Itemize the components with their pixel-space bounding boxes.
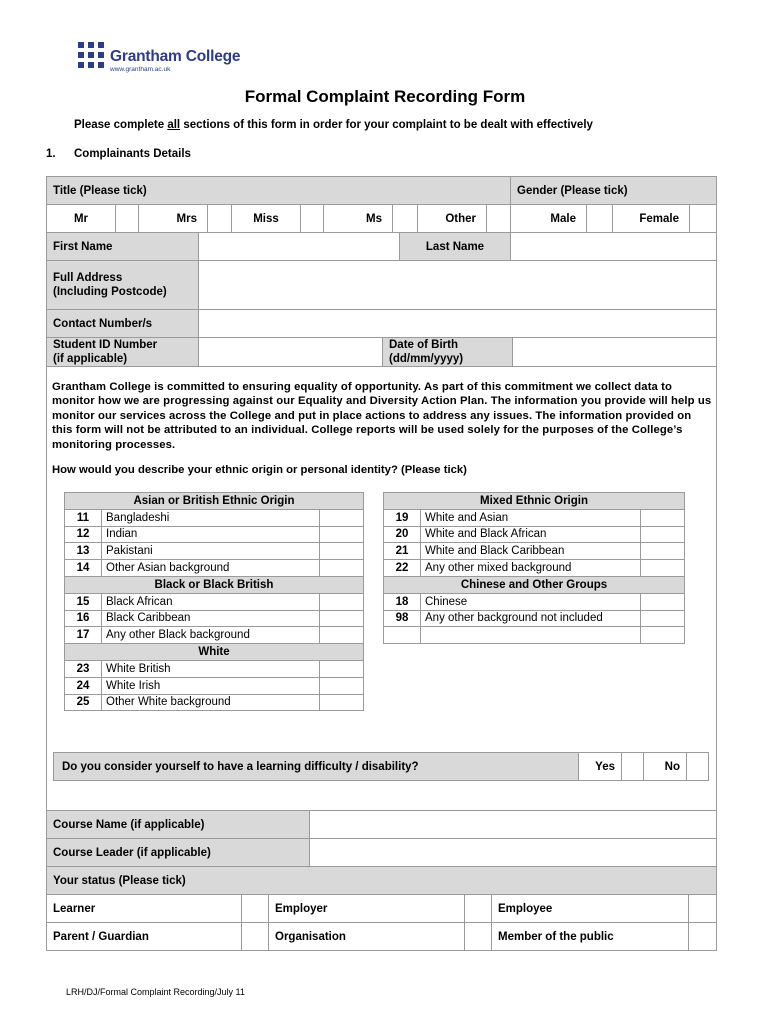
title-mrs-checkbox[interactable] — [207, 204, 232, 233]
first-name-label: First Name — [46, 232, 199, 261]
ethnic-group-heading-row — [65, 576, 364, 593]
title-label: Title (Please tick) — [46, 176, 511, 205]
title-mrs-label: Mrs — [138, 204, 208, 233]
ethnic-row — [384, 543, 685, 560]
address-label: Full Address (Including Postcode) — [46, 260, 199, 310]
course-name-label: Course Name (if applicable) — [46, 810, 310, 839]
ethnic-group-heading-row — [65, 644, 364, 661]
ethnic-label: Chinese — [421, 593, 641, 610]
ethnic-label: Pakistani — [102, 543, 320, 560]
ethnic-code: 19 — [384, 509, 421, 526]
ethnic-checkbox[interactable] — [641, 560, 685, 577]
logo-name: Grantham College — [110, 48, 241, 65]
ethnic-label: Black Caribbean — [102, 610, 320, 627]
ethnic-code: 12 — [65, 526, 102, 543]
ethnic-code: 24 — [65, 677, 102, 694]
ethnic-row — [65, 526, 364, 543]
ethnic-checkbox[interactable] — [320, 560, 364, 577]
ethnic-group-heading-row — [384, 493, 685, 510]
disability-no-checkbox[interactable] — [686, 752, 709, 781]
ethnic-label: White and Asian — [421, 509, 641, 526]
ethnic-label: White British — [102, 660, 320, 677]
last-name-label: Last Name — [399, 232, 511, 261]
ethnic-code — [384, 627, 421, 644]
status-public-checkbox[interactable] — [688, 922, 717, 951]
title-other-checkbox[interactable] — [486, 204, 511, 233]
status-parent-checkbox[interactable] — [241, 922, 269, 951]
ethnic-checkbox[interactable] — [641, 593, 685, 610]
ethnic-row — [384, 560, 685, 577]
gender-male-checkbox[interactable] — [586, 204, 613, 233]
status-learner-checkbox[interactable] — [241, 894, 269, 923]
ethnic-row — [65, 677, 364, 694]
ethnic-label: Any other Black background — [102, 627, 320, 644]
ethnic-label: Any other mixed background — [421, 560, 641, 577]
status-public-label: Member of the public — [491, 922, 689, 951]
ethnic-checkbox[interactable] — [320, 526, 364, 543]
course-leader-field[interactable] — [309, 838, 717, 867]
dob-field[interactable] — [512, 337, 717, 367]
disability-question: Do you consider yourself to have a learning difficulty / disability? — [53, 752, 579, 781]
gender-female-checkbox[interactable] — [689, 204, 717, 233]
equality-statement: Grantham College is committed to ensuring equality of opportunity. As part of this commitment we collect data to monitor how we are progressing against our Equality and Diversity Action Plan. The information you provide will help us monitor our services across the College and put in place actions to address any issues. The information provided on this form will not be attributed to an individual. College reports will be used solely for the purposes of the College’s monitoring processes. — [52, 381, 712, 451]
ethnic-checkbox[interactable] — [641, 610, 685, 627]
ethnic-row — [384, 526, 685, 543]
title-miss-checkbox[interactable] — [300, 204, 324, 233]
ethnic-row — [65, 509, 364, 526]
form-title: Formal Complaint Recording Form — [244, 87, 526, 106]
ethnic-group-heading: White — [65, 644, 364, 661]
ethnic-code: 14 — [65, 560, 102, 577]
ethnic-row — [384, 627, 685, 644]
ethnic-checkbox[interactable] — [641, 509, 685, 526]
section-number: 1. — [46, 148, 56, 160]
ethnic-code: 21 — [384, 543, 421, 560]
ethnic-row — [65, 694, 364, 711]
ethnic-label: White and Black African — [421, 526, 641, 543]
ethnic-group-heading: Mixed Ethnic Origin — [384, 493, 685, 510]
ethnic-group-heading-row — [384, 576, 685, 593]
disability-yes-label: Yes — [578, 752, 622, 781]
gender-female-label: Female — [612, 204, 690, 233]
ethnic-label: Black African — [102, 593, 320, 610]
status-organisation-checkbox[interactable] — [464, 922, 492, 951]
disability-no-label: No — [643, 752, 687, 781]
ethnic-code: 11 — [65, 509, 102, 526]
logo-url: www.grantham.ac.uk — [110, 66, 171, 73]
ethnic-code: 16 — [65, 610, 102, 627]
status-employer-checkbox[interactable] — [464, 894, 492, 923]
ethnic-checkbox[interactable] — [320, 543, 364, 560]
ethnic-code: 15 — [65, 593, 102, 610]
ethnic-label: Other Asian background — [102, 560, 320, 577]
ethnic-checkbox[interactable] — [320, 627, 364, 644]
title-ms-label: Ms — [323, 204, 393, 233]
ethnic-code: 13 — [65, 543, 102, 560]
ethnic-label: Other White background — [102, 694, 320, 711]
ethnic-label: White Irish — [102, 677, 320, 694]
status-label: Your status (Please tick) — [46, 866, 717, 895]
ethnic-row — [65, 543, 364, 560]
status-employee-checkbox[interactable] — [688, 894, 717, 923]
ethnic-checkbox[interactable] — [320, 694, 364, 711]
ethnic-row — [384, 509, 685, 526]
college-logo — [64, 30, 241, 84]
title-mr-label: Mr — [46, 204, 116, 233]
ethnic-checkbox[interactable] — [320, 610, 364, 627]
title-other-label: Other — [417, 204, 487, 233]
ethnic-row — [384, 610, 685, 627]
ethnic-code: 20 — [384, 526, 421, 543]
status-employer-label: Employer — [268, 894, 465, 923]
ethnic-code: 18 — [384, 593, 421, 610]
gender-label: Gender (Please tick) — [510, 176, 717, 205]
ethnic-label: Indian — [102, 526, 320, 543]
student-id-label: Student ID Number (if applicable) — [46, 337, 199, 367]
instructions: Please complete all sections of this form in order for your complaint to be dealt with effectively — [74, 119, 593, 131]
status-organisation-label: Organisation — [268, 922, 465, 951]
ethnic-group-heading: Black or Black British — [65, 576, 364, 593]
ethnic-row — [65, 660, 364, 677]
ethnic-table-left — [64, 492, 364, 711]
ethnic-code: 98 — [384, 610, 421, 627]
contact-field[interactable] — [198, 309, 717, 338]
last-name-field[interactable] — [510, 232, 717, 261]
ethnic-checkbox[interactable] — [320, 509, 364, 526]
ethnic-checkbox[interactable] — [641, 526, 685, 543]
logo-mark-icon — [78, 42, 114, 72]
student-id-field[interactable] — [198, 337, 383, 367]
ethnic-checkbox[interactable] — [320, 660, 364, 677]
title-mr-checkbox[interactable] — [115, 204, 139, 233]
ethnic-table-right — [383, 492, 685, 644]
ethnic-checkbox[interactable] — [641, 543, 685, 560]
ethnic-checkbox[interactable] — [641, 627, 685, 644]
address-field[interactable] — [198, 260, 717, 310]
footer: LRH/DJ/Formal Complaint Recording/July 11 — [66, 987, 245, 997]
ethnic-code: 17 — [65, 627, 102, 644]
ethnic-checkbox[interactable] — [320, 677, 364, 694]
ethnic-group-heading-row — [65, 493, 364, 510]
status-parent-label: Parent / Guardian — [46, 922, 242, 951]
ethnic-group-heading: Asian or British Ethnic Origin — [65, 493, 364, 510]
ethnic-question: How would you describe your ethnic origin or personal identity? (Please tick) — [52, 464, 467, 476]
gender-male-label: Male — [510, 204, 587, 233]
ethnic-label — [421, 627, 641, 644]
ethnic-group-heading: Chinese and Other Groups — [384, 576, 685, 593]
ethnic-row — [65, 610, 364, 627]
ethnic-code: 25 — [65, 694, 102, 711]
status-employee-label: Employee — [491, 894, 689, 923]
dob-label: Date of Birth (dd/mm/yyyy) — [382, 337, 513, 367]
course-leader-label: Course Leader (if applicable) — [46, 838, 310, 867]
ethnic-label: Any other background not included — [421, 610, 641, 627]
section-title: Complainants Details — [74, 148, 191, 160]
ethnic-row — [65, 560, 364, 577]
ethnic-code: 23 — [65, 660, 102, 677]
ethnic-label: White and Black Caribbean — [421, 543, 641, 560]
first-name-field[interactable] — [198, 232, 400, 261]
contact-label: Contact Number/s — [46, 309, 199, 338]
ethnic-checkbox[interactable] — [320, 593, 364, 610]
ethnic-row — [65, 593, 364, 610]
ethnic-label: Bangladeshi — [102, 509, 320, 526]
ethnic-row — [384, 593, 685, 610]
status-learner-label: Learner — [46, 894, 242, 923]
ethnic-row — [65, 627, 364, 644]
ethnic-code: 22 — [384, 560, 421, 577]
disability-yes-checkbox[interactable] — [621, 752, 644, 781]
title-miss-label: Miss — [231, 204, 301, 233]
course-name-field[interactable] — [309, 810, 717, 839]
title-ms-checkbox[interactable] — [392, 204, 418, 233]
